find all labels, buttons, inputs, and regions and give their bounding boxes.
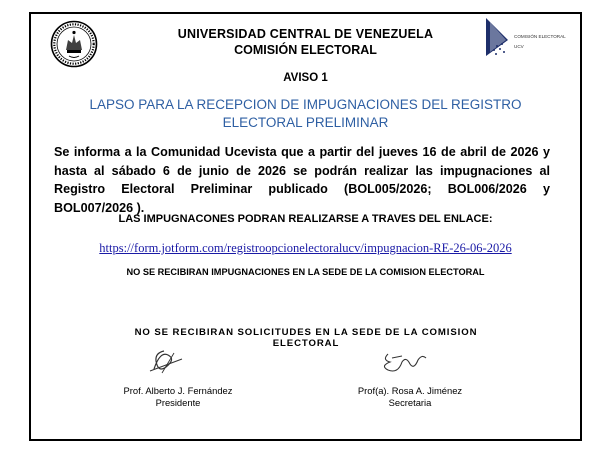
secretary-role: Secretaria — [388, 397, 432, 408]
notice-body: Se informa a la Comunidad Ucevista que a partir del jueves 16 de abril de 2026 y hasta al sábado 6 de junio de 2026 se podrán realizar las impugnaciones al Registro Electoral Preliminar publicado (BOL005/2026; BOL006/2026 y BOL007/2026 ). — [54, 145, 550, 215]
no-solicitudes-notice: NO SE RECIBIRAN SOLICITUDES EN LA SEDE DE LA COMISION ELECTORAL — [134, 327, 478, 349]
secretary-signature-block — [340, 385, 480, 409]
secretary-name: Prof(a). Rosa A. Jiménez — [357, 385, 463, 396]
president-signature — [146, 347, 188, 377]
notice-title: LAPSO PARA LA RECEPCION DE IMPUGNACIONES DEL REGISTRO ELECTORAL PRELIMINAR — [89, 97, 522, 130]
no-impugnaciones-notice: NO SE RECIBIRAN IMPUGNACIONES EN LA SEDE DE LA COMISION ELECTORAL — [126, 267, 485, 277]
notice-number: AVISO 1 — [283, 72, 328, 84]
link-label: LAS IMPUGNACONES PODRAN REALIZARSE A TRAVES DEL ENLACE: — [118, 213, 493, 225]
svg-text:UCV: UCV — [514, 44, 524, 49]
president-name: Prof. Alberto J. Fernández — [123, 385, 233, 396]
secretary-signature — [378, 346, 440, 376]
commission-name: COMISIÓN ELECTORAL — [234, 43, 377, 57]
svg-text:COMISIÓN ELECTORAL: COMISIÓN ELECTORAL — [514, 34, 566, 39]
president-signature-block — [108, 385, 248, 409]
university-name: UNIVERSIDAD CENTRAL DE VENEZUELA — [177, 27, 434, 41]
president-role: Presidente — [155, 397, 201, 408]
impugnacion-form-link[interactable]: https://form.jotform.com/registroopcionelectoralucv/impugnacion-RE-26-06-2026 — [99, 241, 512, 255]
